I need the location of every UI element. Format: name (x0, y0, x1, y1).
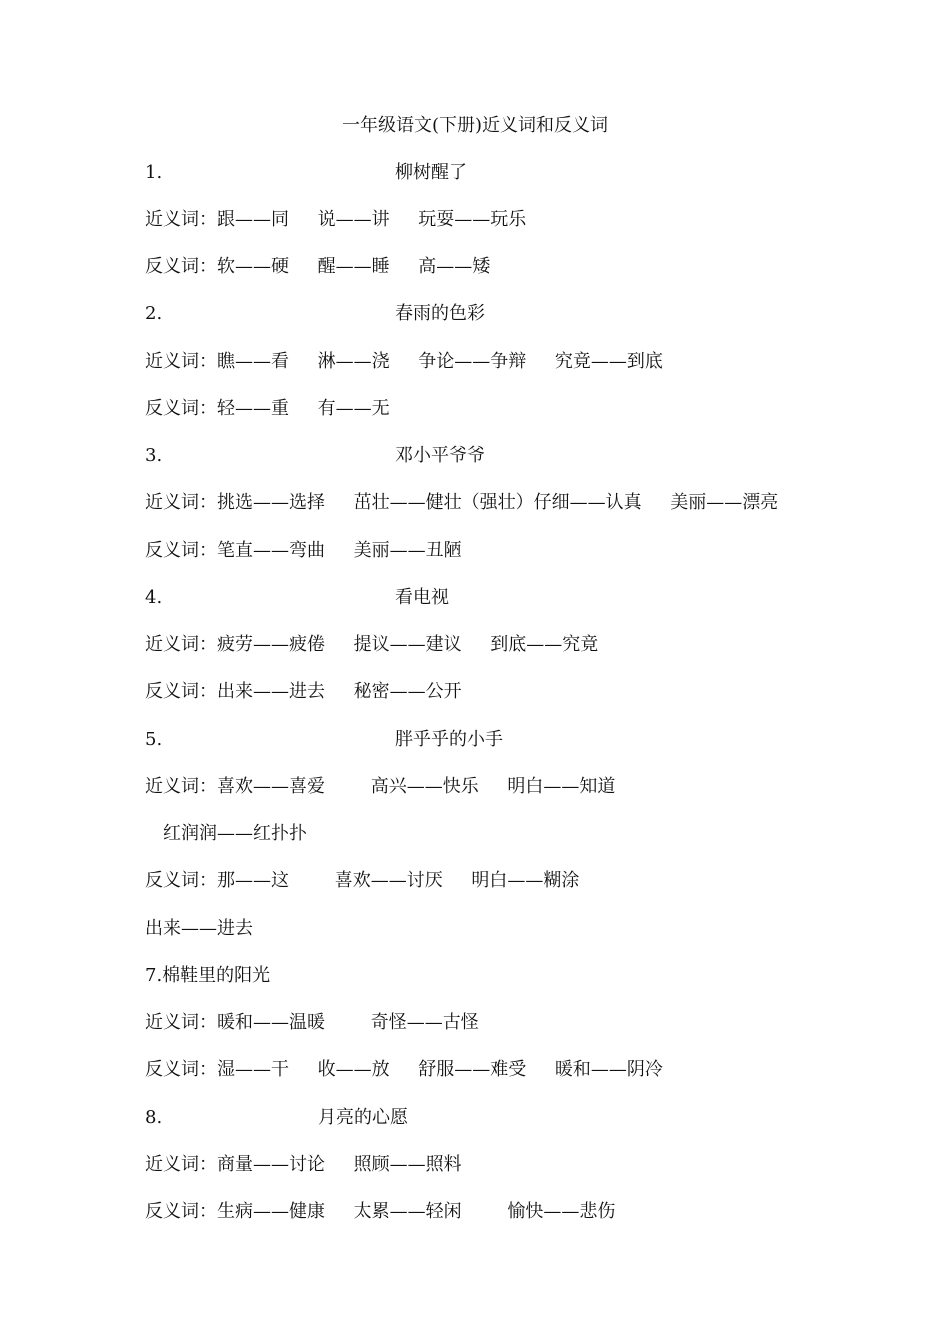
lesson-number: 2. (145, 303, 163, 324)
document-title: 一年级语文(下册)近义词和反义词 (341, 115, 609, 136)
lesson-title: 月亮的心愿 (318, 1107, 408, 1128)
lesson-number: 4. (145, 587, 163, 608)
lesson-number: 1. (145, 162, 163, 183)
antonyms-line: 反义词：软——硬 醒——睡 高——矮 (145, 256, 491, 277)
synonyms-line: 近义词：挑选——选择 茁壮——健壮（强壮）仔细——认真 美丽——漂亮 (145, 492, 779, 513)
lesson-title: 柳树醒了 (395, 162, 467, 183)
lesson-title: 邓小平爷爷 (395, 445, 485, 466)
antonyms-line: 反义词：生病——健康 太累——轻闲 愉快——悲伤 (145, 1201, 616, 1222)
synonyms-line-continued: 红润润——红扑扑 (163, 823, 307, 844)
lesson-number: 3. (145, 445, 163, 466)
antonyms-line-continued: 出来——进去 (145, 918, 253, 939)
antonyms-line: 反义词：轻——重 有——无 (145, 398, 390, 419)
lesson-title: 春雨的色彩 (395, 303, 485, 324)
lesson-heading: 7.棉鞋里的阳光 (145, 965, 271, 986)
synonyms-line: 近义词：暖和——温暖 奇怪——古怪 (145, 1012, 479, 1033)
synonyms-line: 近义词：瞧——看 淋——浇 争论——争辩 究竟——到底 (145, 351, 663, 372)
lesson-number: 5. (145, 729, 163, 750)
synonyms-line: 近义词：商量——讨论 照顾——照料 (145, 1154, 462, 1175)
lesson-number: 8. (145, 1107, 163, 1128)
antonyms-line: 反义词：笔直——弯曲 美丽——丑陋 (145, 540, 462, 561)
antonyms-line: 反义词：湿——干 收——放 舒服——难受 暖和——阴冷 (145, 1059, 663, 1080)
lesson-title: 胖乎乎的小手 (395, 729, 503, 750)
synonyms-line: 近义词：跟——同 说——讲 玩耍——玩乐 (145, 209, 527, 230)
lesson-title: 看电视 (395, 587, 449, 608)
antonyms-line: 反义词：那——这 喜欢——讨厌 明白——糊涂 (145, 870, 580, 891)
synonyms-line: 近义词：疲劳——疲倦 提议——建议 到底——究竟 (145, 634, 599, 655)
synonyms-line: 近义词：喜欢——喜爱 高兴——快乐 明白——知道 (145, 776, 616, 797)
antonyms-line: 反义词：出来——进去 秘密——公开 (145, 681, 462, 702)
